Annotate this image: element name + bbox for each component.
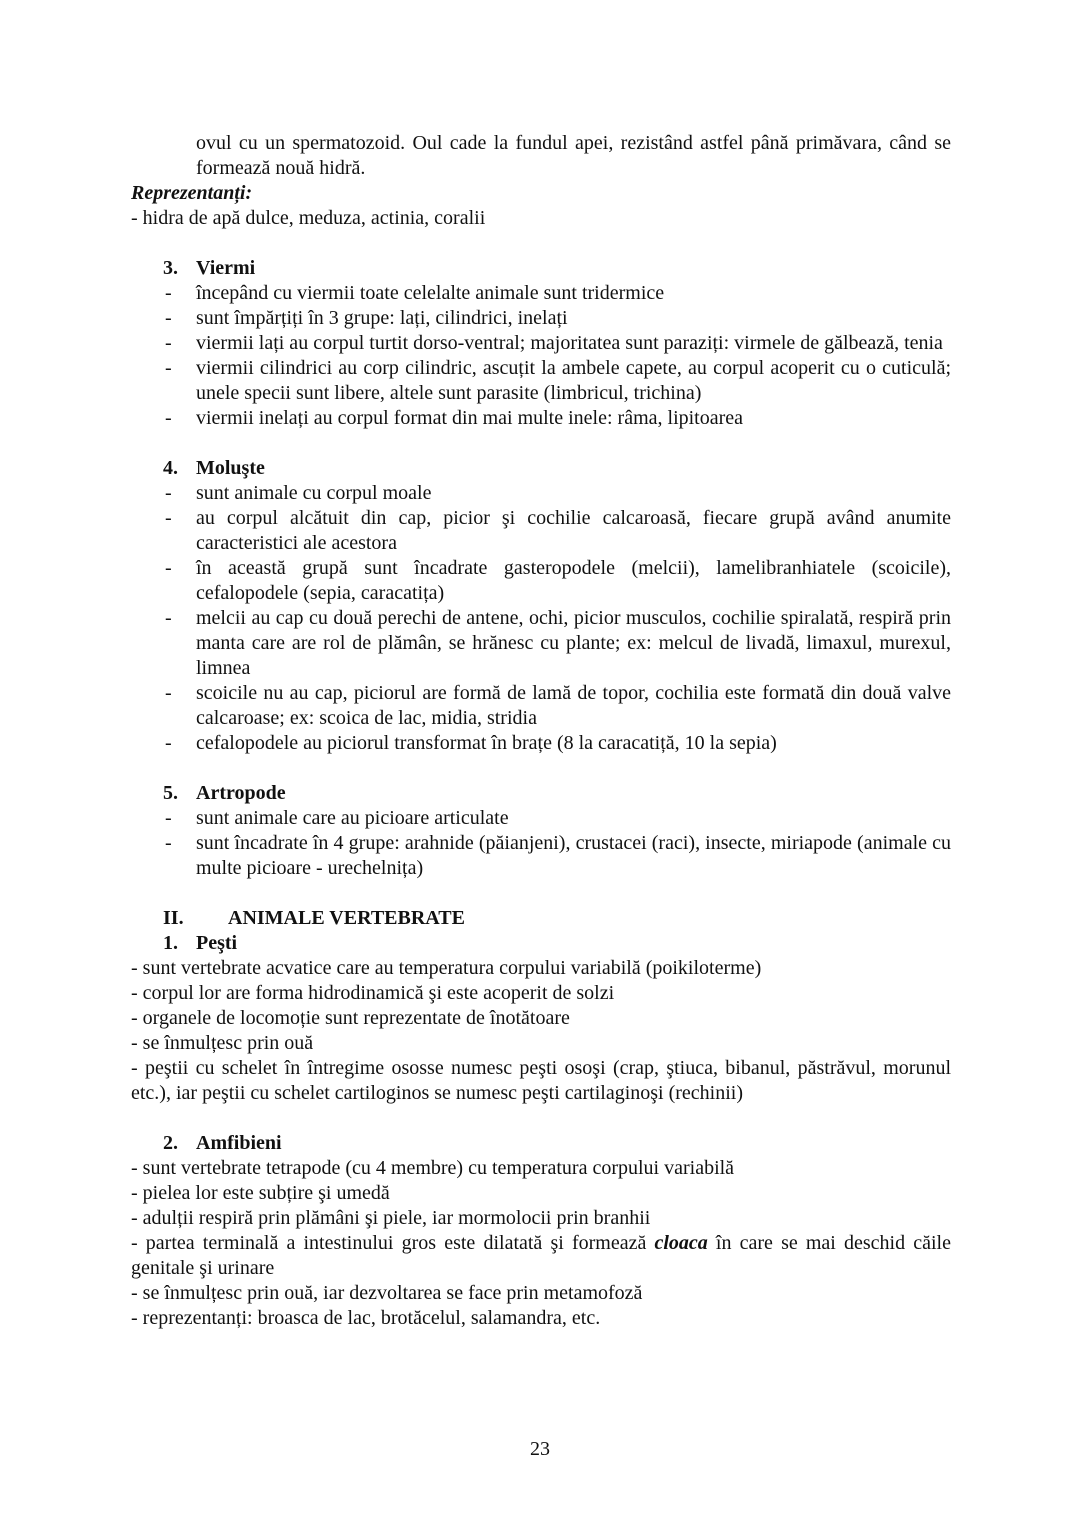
section-number: 5. bbox=[163, 782, 178, 804]
list-item: - au corpul alcătuit din cap, picior şi cochilie calcaroasă, fiecare grupă având anumite caracteristici ale acestora bbox=[165, 507, 951, 554]
list-item: - corpul lor are forma hidrodinamică şi este acoperit de solzi bbox=[131, 982, 615, 1004]
list-item: - viermii lați au corpul turtit dorso-ventral; majoritatea sunt paraziți: virmele de gălbează, tenia bbox=[165, 332, 943, 354]
section-heading-pesti bbox=[131, 931, 951, 956]
section-number: 3. bbox=[163, 257, 178, 279]
list-item: - se înmulțesc prin ouă, iar dezvoltarea se face prin metamofoză bbox=[131, 1282, 643, 1304]
list-item: - viermii cilindrici au corp cilindric, ascuțit la ambele capete, au corpul acoperit cu o cuticulă; unele specii sunt libere, altele sunt parasite (limbricul, trichina) bbox=[165, 357, 951, 404]
list-item: - în această grupă sunt încadrate gasteropodele (melcii), lamelibranhiatele (scoicile), cefalopodele (sepia, caracatița) bbox=[165, 557, 951, 604]
list-item: - sunt vertebrate acvatice care au temperatura corpului variabilă (poikiloterme) bbox=[131, 957, 762, 979]
section-title: Peşti bbox=[196, 932, 238, 954]
list-item: - scoicile nu au cap, piciorul are formă de lamă de topor, cochilia este formată din două valve calcaroase; ex: scoica de lac, midia, stridia bbox=[165, 682, 951, 729]
page-body bbox=[131, 131, 951, 1331]
part-heading-vertebrate bbox=[131, 906, 951, 931]
list-item: - adulții respiră prin plămâni şi piele, iar mormolocii prin branhii bbox=[131, 1207, 651, 1229]
part-number: II. bbox=[163, 907, 184, 929]
list-item: - sunt animale cu corpul moale bbox=[165, 482, 432, 504]
section-title: Amfibieni bbox=[196, 1132, 282, 1154]
part-title: ANIMALE VERTEBRATE bbox=[228, 907, 465, 929]
section-title: Viermi bbox=[196, 257, 256, 279]
list-item: - melcii au cap cu două perechi de antene, ochi, picior musculos, cochilie spiralată, respiră prin manta care are rol de plămân, se hrănesc cu plante; ex: melcul de livadă, limaxul, murexul, limnea bbox=[165, 607, 951, 679]
list-item: - viermii inelați au corpul format din mai multe inele: râma, lipitoarea bbox=[165, 407, 744, 429]
list-item: - reprezentanți: broasca de lac, brotăcelul, salamandra, etc. bbox=[131, 1307, 601, 1329]
list-item: - peştii cu schelet în întregime ososse numesc peşti osoşi (crap, ştiuca, bibanul, păstrăvul, morunul etc.), iar peştii cu schelet cartiloginos se numesc peşti cartilaginoşi (rechinii) bbox=[131, 1057, 951, 1104]
list-artropode bbox=[131, 806, 951, 881]
list-item: - se înmulțesc prin ouă bbox=[131, 1032, 314, 1054]
section-heading-artropode bbox=[131, 781, 951, 806]
list-item: - sunt vertebrate tetrapode (cu 4 membre) cu temperatura corpului variabilă bbox=[131, 1157, 735, 1179]
list-item: - sunt împărțiți în 3 grupe: lați, cilindrici, inelați bbox=[165, 307, 568, 329]
section-number: 1. bbox=[163, 932, 178, 954]
representatives-heading: Reprezentanți: bbox=[131, 182, 253, 204]
list-item: - cefalopodele au piciorul transformat în brațe (8 la caracatiță, 10 la sepia) bbox=[165, 732, 777, 754]
section-title: Artropode bbox=[196, 782, 286, 804]
list-item: - sunt încadrate în 4 grupe: arahnide (păianjeni), crustacei (raci), insecte, miriapode (animale cu multe picioare - urechelnița) bbox=[165, 832, 951, 879]
section-title: Moluşte bbox=[196, 457, 265, 479]
list-item: - organele de locomoție sunt reprezentate de înotătoare bbox=[131, 1007, 570, 1029]
intro-continuation: ovul cu un spermatozoid. Oul cade la fundul apei, rezistând astfel până primăvara, când se formează nouă hidră. bbox=[196, 132, 951, 179]
list-moluste bbox=[131, 481, 951, 756]
section-heading-amfibieni bbox=[131, 1131, 951, 1156]
list-viermi bbox=[131, 281, 951, 431]
section-number: 4. bbox=[163, 457, 178, 479]
list-item: - sunt animale care au picioare articulate bbox=[165, 807, 509, 829]
page-number: 23 bbox=[530, 1438, 550, 1460]
list-item: - începând cu viermii toate celelalte animale sunt tridermice bbox=[165, 282, 665, 304]
representatives-text: - hidra de apă dulce, meduza, actinia, coralii bbox=[131, 207, 486, 229]
list-item: - pielea lor este subțire şi umedă bbox=[131, 1182, 390, 1204]
section-heading-moluste bbox=[131, 456, 951, 481]
list-item-cloaca: - partea terminală a intestinului gros este dilatată şi formează cloaca în care se mai deschid căile genitale şi urinare bbox=[131, 1232, 951, 1279]
cloaca-emphasis: cloaca bbox=[654, 1232, 708, 1254]
section-number: 2. bbox=[163, 1132, 178, 1154]
section-heading-viermi bbox=[131, 256, 951, 281]
